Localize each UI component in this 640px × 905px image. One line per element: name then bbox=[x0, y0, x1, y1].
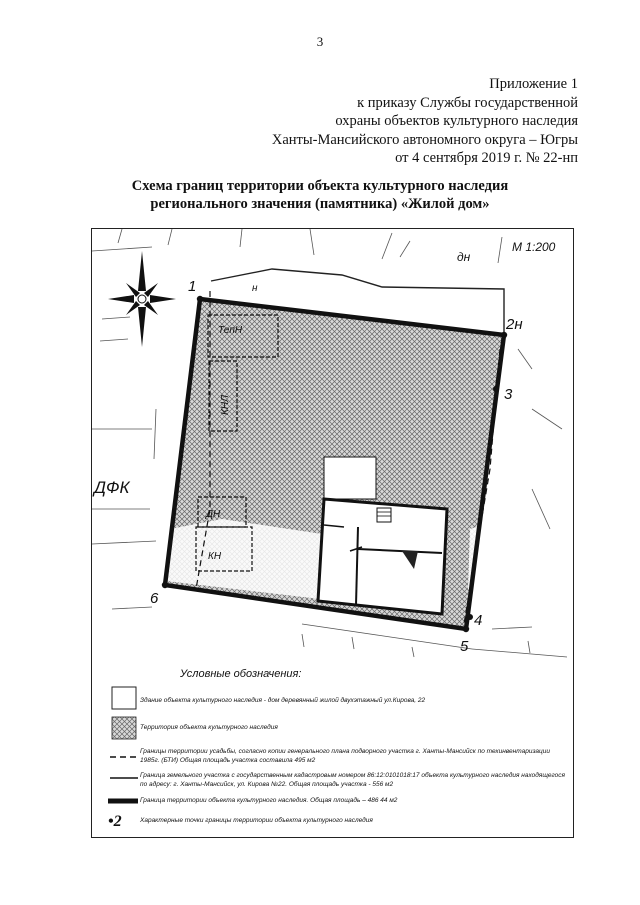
legend-item bbox=[108, 813, 568, 839]
boundary-point-label: 2н bbox=[506, 316, 523, 333]
appendix-line: Ханты-Мансийского автономного округа – Югры bbox=[271, 131, 578, 148]
map-label-tepn: ТепН bbox=[218, 325, 243, 336]
title-line: регионального значения (памятника) «Жилой дом» bbox=[150, 196, 490, 212]
title-line: Схема границ территории объекта культурного наследия bbox=[131, 178, 509, 194]
document-title bbox=[0, 177, 640, 213]
boundary-point-label: 1 bbox=[188, 278, 197, 295]
boundary-point-label: 3 bbox=[504, 386, 513, 403]
map-label-dn: дн bbox=[457, 250, 471, 264]
map-label-dn-lower: ДН bbox=[206, 509, 221, 520]
legend-item bbox=[108, 744, 568, 770]
legend-text: Границы территории усадьбы, согласно копии генерального плана подворного участка г. Ханты-Мансийск по техинвентаризации 1985г. (БТИ) Общая площадь участка составила 495 м2 bbox=[140, 748, 550, 764]
appendix-line: к приказу Службы государственной bbox=[357, 94, 578, 111]
map-label-dfk: ДФК bbox=[94, 478, 130, 497]
appendix-line: охраны объектов культурного наследия bbox=[335, 113, 578, 129]
map-label-n: н bbox=[252, 283, 258, 294]
appendix-line: от 4 сентября 2019 г. № 22-нп bbox=[395, 150, 578, 166]
legend-item bbox=[108, 720, 568, 746]
legend-text: Граница территории объекта культурного наследия. Общая площадь – 486 44 м2 bbox=[140, 797, 398, 804]
boundary-point-label: 6 bbox=[150, 590, 159, 607]
legend-text: Характерные точки границы территории объекта культурного наследия bbox=[140, 817, 373, 824]
north-arrow-icon bbox=[108, 251, 176, 347]
boundary-point-label: 4 bbox=[474, 612, 483, 629]
legend-item bbox=[108, 768, 568, 794]
legend-text: Территория объекта культурного наследия bbox=[140, 724, 278, 731]
legend-text: Граница земельного участка с государственным кадастровым номером 86:12:0101018:17 объекта культурного наследия находящегося по адресу: г. Ханты-Мансийск, ул. Кирова №22. Общая площадь участка - 556 м2 bbox=[140, 772, 565, 788]
legend-title: Условные обозначения: bbox=[180, 668, 302, 680]
boundary-point-label: 5 bbox=[460, 638, 469, 655]
legend-point-marker: •2 bbox=[108, 813, 122, 830]
page-number: 3 bbox=[316, 34, 324, 49]
appendix-block bbox=[272, 75, 578, 168]
appendix-line: Приложение 1 bbox=[489, 76, 578, 92]
map-label-kn-lower: КН bbox=[208, 551, 222, 562]
map-label-kn-vertical: КНЛ bbox=[220, 395, 231, 415]
legend-text: Здание объекта культурного наследия - дом деревянный жилой двухэтажный ул.Кирова, 22 bbox=[140, 697, 426, 704]
map-scale: М 1:200 bbox=[512, 240, 556, 254]
legend-item bbox=[108, 693, 568, 719]
